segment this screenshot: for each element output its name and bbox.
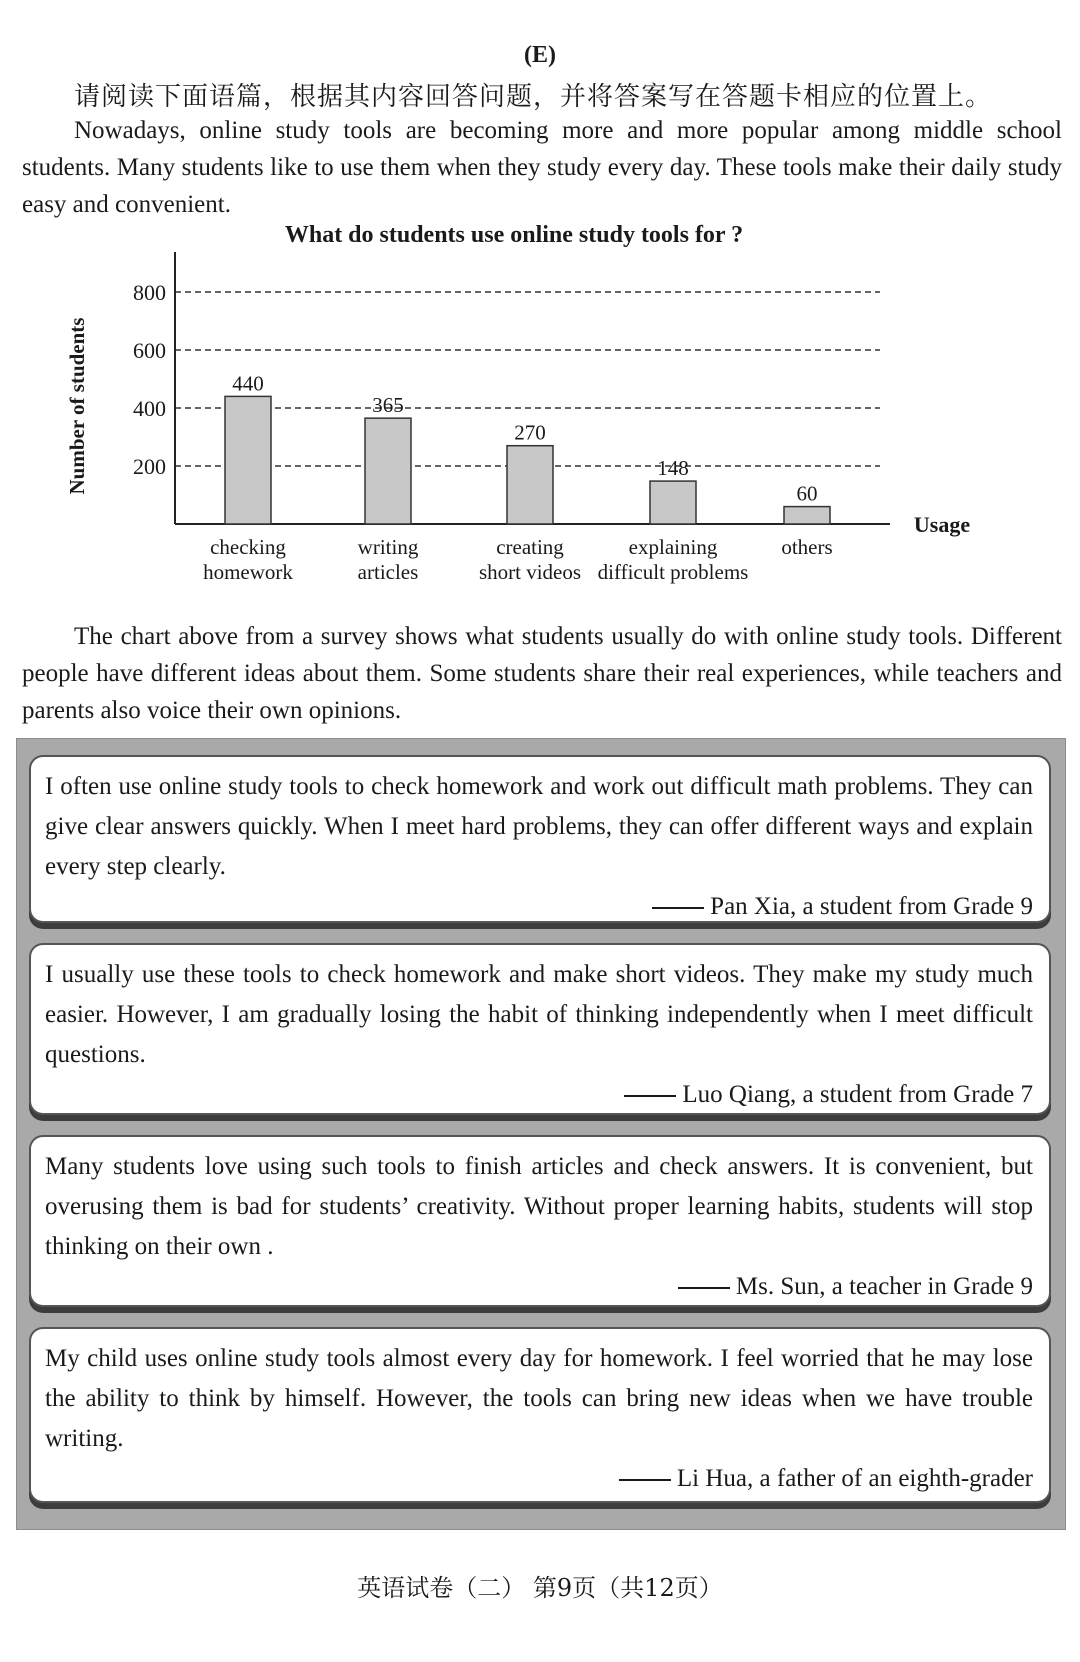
- x-axis-label: Usage: [913, 512, 971, 537]
- bar-value-label: 148: [657, 456, 689, 481]
- usage-bar-chart: [0, 224, 1080, 614]
- quote-text: Many students love using such tools to finish articles and check answers. It is convenient, but overusing them is bad for students’ creativity. Without proper learning habits, students will stop thinking on their own .: [45, 1153, 1033, 1260]
- bar: [365, 418, 411, 524]
- quote-author: Pan Xia, a student from Grade 9: [710, 893, 1033, 920]
- x-tick-label: writing: [357, 535, 419, 559]
- bar-value-label: 60: [796, 481, 818, 506]
- x-tick-label: short videos: [478, 560, 582, 584]
- quote-attribution: [45, 1459, 1033, 1499]
- intro-paragraph: Nowadays, online study tools are becoming more and more popular among middle school students. Many students like to use them when they study every day. These tools make their daily study easy and convenient.: [22, 117, 1062, 218]
- bar-value-label: 365: [372, 393, 404, 418]
- bar: [225, 396, 271, 524]
- quote-card: [29, 1327, 1051, 1503]
- x-tick-label: homework: [203, 560, 293, 584]
- y-tick-label: 400: [133, 396, 166, 421]
- quote-author: Li Hua, a father of an eighth-grader: [676, 1465, 1033, 1492]
- quote-card: [29, 1135, 1051, 1307]
- quote-attribution: [45, 1075, 1033, 1115]
- page-footer: 英语试卷（二） 第9页（共12页）: [357, 1574, 723, 1602]
- quote-author: Ms. Sun, a teacher in Grade 9: [735, 1273, 1033, 1300]
- bar-value-label: 270: [514, 420, 546, 445]
- quote-card: [29, 755, 1051, 923]
- chart-title: What do students use online study tools for ?: [284, 224, 744, 248]
- x-tick-label: creating: [496, 535, 564, 559]
- quote-card: [29, 943, 1051, 1115]
- x-tick-label: others: [781, 535, 833, 559]
- quote-text: I usually use these tools to check homework and make short videos. They make my study much easier. However, I am gradually losing the habit of thinking independently when I meet difficult questions.: [45, 961, 1033, 1068]
- after-chart-paragraph: The chart above from a survey shows what students usually do with online study tools. Different people have different ideas about them. Some students share their real experiences, while teachers and parents also voice their own opinions.: [22, 623, 1062, 724]
- section-label: (E): [524, 42, 556, 68]
- x-tick-label: checking: [210, 535, 286, 559]
- y-tick-label: 800: [133, 280, 166, 305]
- x-tick-label: articles: [357, 560, 419, 584]
- dash-icon: [619, 1479, 671, 1481]
- dash-icon: [678, 1287, 730, 1289]
- y-axis-label: Number of students: [65, 317, 89, 495]
- quote-author: Luo Qiang, a student from Grade 7: [682, 1081, 1033, 1108]
- bar-value-label: 440: [232, 371, 264, 396]
- x-tick-label: explaining: [628, 535, 718, 559]
- quote-attribution: [45, 1267, 1033, 1307]
- bar: [784, 507, 830, 524]
- dash-icon: [624, 1095, 676, 1097]
- y-tick-label: 600: [133, 338, 166, 363]
- quotes-panel: [16, 738, 1066, 1530]
- instruction-text: 请阅读下面语篇，根据其内容回答问题，并将答案写在答题卡相应的位置上。: [74, 82, 993, 112]
- quote-attribution: [45, 887, 1033, 927]
- bar: [650, 481, 696, 524]
- bar: [507, 446, 553, 524]
- dash-icon: [652, 907, 704, 909]
- quote-text: I often use online study tools to check homework and work out difficult math problems. They can give clear answers quickly. When I meet hard problems, they can offer different ways and explain every step clearly.: [45, 773, 1033, 880]
- y-tick-label: 200: [133, 454, 166, 479]
- quote-text: My child uses online study tools almost every day for homework. I feel worried that he may lose the ability to think by himself. However, the tools can bring new ideas when we have trouble writing.: [45, 1345, 1033, 1452]
- x-tick-label: difficult problems: [597, 560, 749, 584]
